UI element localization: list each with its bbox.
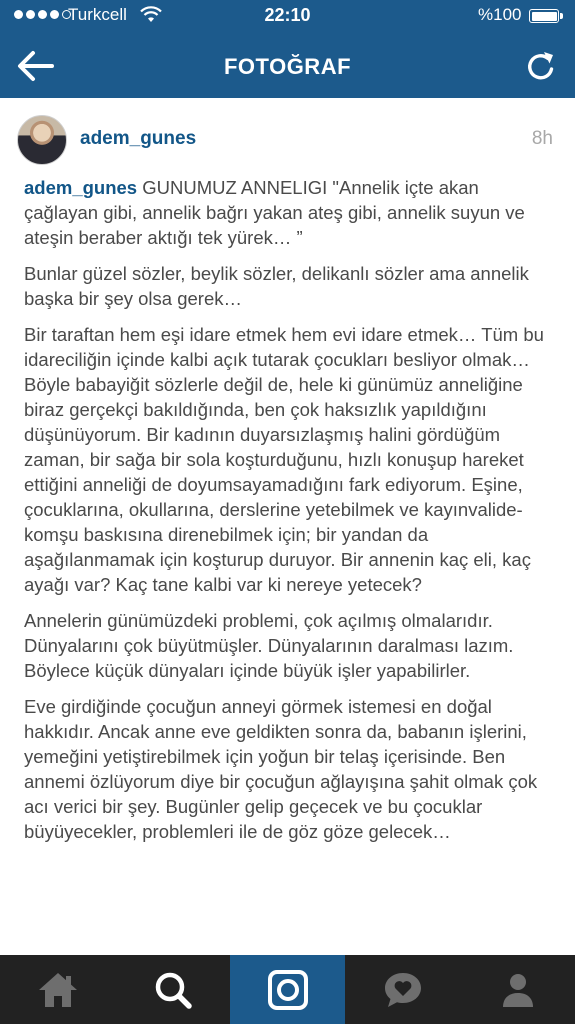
- page-title: FOTOĞRAF: [223, 54, 352, 79]
- status-time: 22:10: [264, 5, 311, 25]
- carrier-name: Turkcell: [68, 5, 127, 24]
- caption-paragraph: [24, 175, 554, 250]
- camera-icon: [267, 969, 309, 1011]
- post-caption: [24, 175, 554, 855]
- tab-profile[interactable]: [460, 955, 575, 1024]
- post-header: [0, 98, 575, 178]
- refresh-icon: [522, 48, 560, 86]
- caption-paragraph: Annelerin günümüzdeki problemi, çok açılmış olmalarıdır. Dünyalarını çok büyütmüşler. Dünyalarının daralması lazım. Böylece küçük dünyaları içinde büyük işler yapabilirler.: [24, 610, 514, 681]
- caption-paragraph: Eve girdiğinde çocuğun anneyi görmek istemesi en doğal hakkıdır. Ancak anne eve geldikten sonra da, babanın işlerini, yemeğini yetiştirebilmek için yoğun bir telaş içerisinde. Ben annemi özlüyorum diye bir çocuğun ağlayışına şahit olmak çok acı verici bir şey. Bugünler gelip geçecek ve bu çocuklar büyüyecekler, problemleri ile de göz göze gelecek…: [24, 696, 538, 842]
- post-username[interactable]: adem_gunes: [80, 128, 197, 149]
- battery-percent: %100: [478, 5, 522, 24]
- post-timestamp: 8h: [531, 128, 553, 149]
- caption-paragraph: Bir taraftan hem eşi idare etmek hem evi idare etmek… Tüm bu idareciliğin içinde kalbi açık tutarak çocukları besliyor olmak… Böyle babayiğit sözlerle değil de, hele ki günümüz anneliğine biraz gerçekçi bakıldığında, ben çok haksızlık yapıldığını düşünüyorum. Bir kadının duyarsızlaşmış halini gördüğüm zaman, bir sağa bir sola koşturduğunu, hızlı konuşup hareket ettiğini anneliği de doyumsayamadığını fark ediyorum. Eşine, çocuklarına, okullarına, derslerine yetebilmek ve kayınvalide- komşu baskısına direnebilmek için; bir yandan da aşağılanmamak için koşturup duruyor. Bir annenin kaç eli, kaç ayağı var? Kaç tane kalbi var ki nereye yetecek?: [24, 324, 544, 595]
- caption-paragraph: Bunlar güzel sözler, beylik sözler, delikanlı sözler ama annelik başka bir şey olsa gerek…: [24, 263, 529, 309]
- top-bar: [0, 0, 575, 98]
- caption-text: GUNUMUZ ANNELIGI "Annelik içte akan çağlayan gibi, annelik bağrı yakan ateş gibi, annelik suyun ve ateşin beraber aktığı tek yürek… ”: [24, 177, 525, 248]
- home-icon: [36, 970, 80, 1010]
- caption-author-link[interactable]: adem_gunes: [24, 177, 138, 198]
- activity-heart-icon: [382, 970, 424, 1010]
- search-icon: [153, 970, 193, 1010]
- tab-camera[interactable]: [230, 955, 345, 1024]
- tab-activity[interactable]: [345, 955, 460, 1024]
- tab-search[interactable]: [115, 955, 230, 1024]
- nav-bar: [0, 32, 575, 98]
- avatar[interactable]: [17, 115, 67, 165]
- profile-icon: [499, 970, 537, 1010]
- refresh-button[interactable]: [522, 48, 560, 86]
- bottom-tab-bar: [0, 955, 575, 1024]
- status-bar: [0, 0, 575, 32]
- battery-icon: [529, 9, 559, 23]
- tab-home[interactable]: [0, 955, 115, 1024]
